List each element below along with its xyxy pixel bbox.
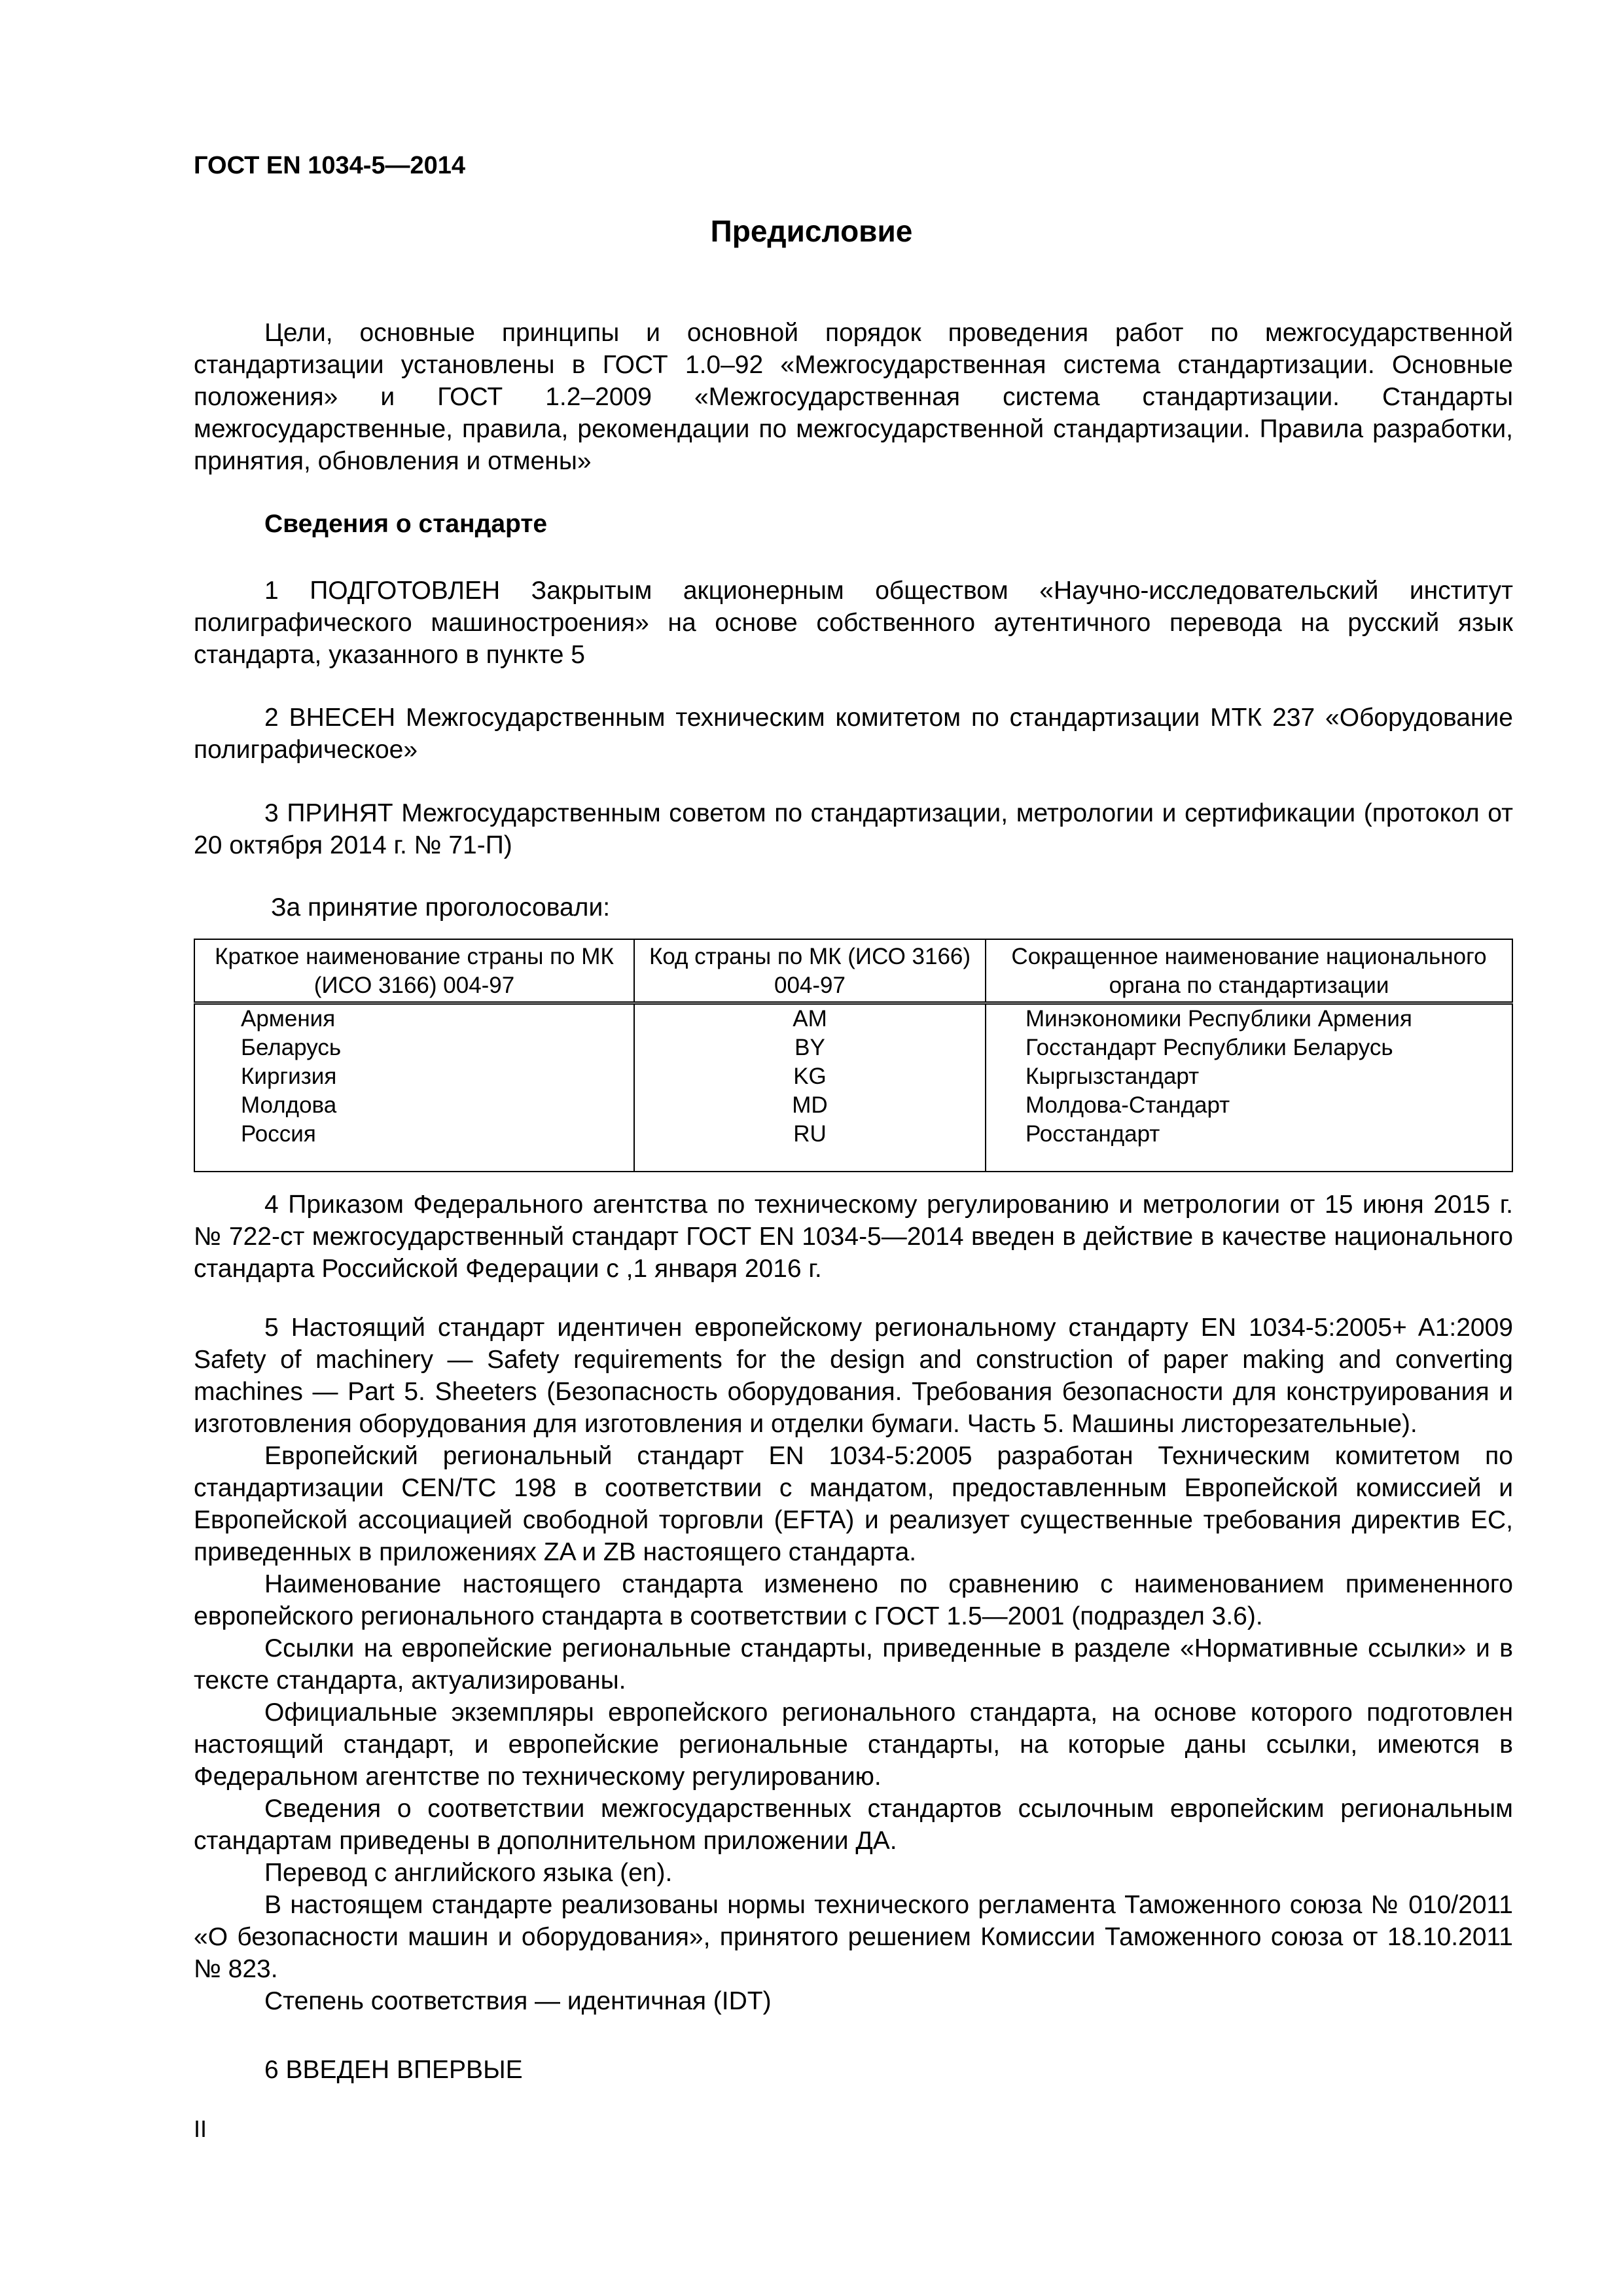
item-5-degree: Степень соответствия — идентичная (IDT) xyxy=(264,1987,772,2015)
table-row xyxy=(194,1033,1512,1062)
item6-block xyxy=(194,2054,1513,2086)
code-cell: RU xyxy=(634,1120,986,1172)
table-row xyxy=(194,1062,1512,1091)
section-subtitle: Сведения о стандарте xyxy=(264,510,548,538)
country-cell: Киргизия xyxy=(194,1062,634,1091)
item-5-paragraph: 5 Настоящий стандарт идентичен европейскому региональному стандарту EN 1034-5:2005+ A1:2009 Safety of machinery — Safety requirements for the design and construction of paper making and converting machines — Part 5. Sheeters (Безопасность оборудования. Требования безопасности для конструирования и изготовления оборудования для изготовления и отделки бумаги. Часть 5. Машины листорезательные). xyxy=(194,1314,1513,1438)
item5-block xyxy=(194,1312,1513,2017)
intro-paragraph: Цели, основные принципы и основной порядок проведения работ по межгосударственной стандартизации установлены в ГОСТ 1.0–92 «Межгосударственная система стандартизации. Основные положения» и ГОСТ 1.2–2009 «Межгосударственная система стандартизации. Стандарты межгосударственные, правила, рекомендации по межгосударственной стандартизации. Правила разработки, принятия, обновления и отмены» xyxy=(194,319,1513,475)
country-cell: Россия xyxy=(194,1120,634,1172)
item-5-references: Ссылки на европейские региональные стандарты, приведенные в разделе «Нормативные ссылки» и в тексте стандарта, актуализированы. xyxy=(194,1634,1513,1695)
item2-block xyxy=(194,702,1513,766)
item-3-paragraph: 3 ПРИНЯТ Межгосударственным советом по стандартизации, метрологии и сертификации (протокол от 20 октября 2014 г. № 71-П) xyxy=(194,799,1513,859)
code-cell: KG xyxy=(634,1062,986,1091)
item3-block xyxy=(194,797,1513,861)
vote-label-block xyxy=(194,891,1513,924)
item-6-paragraph: 6 ВВЕДЕН ВПЕРВЫЕ xyxy=(264,2056,523,2084)
item-5-official-copies: Официальные экземпляры европейского регионального стандарта, на основе которого подготовлен настоящий стандарт, и европейские региональные стандарты, на которые даны ссылки, имеются в Федеральном агентстве по техническому регулированию. xyxy=(194,1698,1513,1791)
item-2-paragraph: 2 ВНЕСЕН Межгосударственным техническим комитетом по стандартизации МТК 237 «Оборудование полиграфическое» xyxy=(194,704,1513,764)
body-cell: Минэкономики Республики Армения xyxy=(986,1003,1512,1034)
item-5-translation: Перевод с английского языка (en). xyxy=(264,1859,673,1887)
item4-block xyxy=(194,1189,1513,1285)
item1-block xyxy=(194,575,1513,671)
page-number: II xyxy=(194,2115,207,2142)
body-cell: Кыргызстандарт xyxy=(986,1062,1512,1091)
table-row xyxy=(194,1003,1512,1034)
item-4-paragraph: 4 Приказом Федерального агентства по техническому регулированию и метрологии от 15 июня 2015 г. № 722-ст межгосударственный стандарт ГОСТ EN 1034-5—2014 введен в действие в качестве национального стандарта Российской Федерации с ,1 января 2016 г. xyxy=(194,1191,1513,1283)
table-row xyxy=(194,1091,1512,1120)
page-title: Предисловие xyxy=(710,214,913,248)
country-cell: Армения xyxy=(194,1003,634,1034)
table-header-row xyxy=(194,939,1512,1003)
vote-label: За принятие проголосовали: xyxy=(271,893,611,922)
table-row xyxy=(194,1120,1512,1172)
code-cell: MD xyxy=(634,1091,986,1120)
country-cell: Молдова xyxy=(194,1091,634,1120)
document-header: ГОСТ EN 1034-5—2014 xyxy=(194,152,466,179)
column-header-country: Краткое наименование страны по МК (ИСО 3166) 004-97 xyxy=(194,939,634,1003)
item-5-name-change: Наименование настоящего стандарта изменено по сравнению с наименованием примененного европейского регионального стандарта в соответствии с ГОСТ 1.5—2001 (подраздел 3.6). xyxy=(194,1570,1513,1630)
item-5-european-standard: Европейский региональный стандарт EN 1034-5:2005 разработан Техническим комитетом по стандартизации CEN/TC 198 в соответствии с мандатом, предоставленным Европейской комиссией и Европейской ассоциацией свободной торговли (EFTA) и реализует существенные требования директив ЕС, приведенных в приложениях ZA и ZB настоящего стандарта. xyxy=(194,1442,1513,1566)
item-5-regulation: В настоящем стандарте реализованы нормы технического регламента Таможенного союза № 010/2011 «О безопасности машин и оборудования», принятого решением Комиссии Таможенного союза от 18.10.2011 № 823. xyxy=(194,1891,1513,1983)
item-1-paragraph: 1 ПОДГОТОВЛЕН Закрытым акционерным обществом «Научно-исследовательский институт полиграфического машиностроения» на основе собственного аутентичного перевода на русский язык стандарта, указанного в пункте 5 xyxy=(194,577,1513,669)
body-cell: Молдова-Стандарт xyxy=(986,1091,1512,1120)
column-header-body: Сокращенное наименование национального органа по стандартизации xyxy=(986,939,1512,1003)
body-cell: Госстандарт Республики Беларусь xyxy=(986,1033,1512,1062)
column-header-code: Код страны по МК (ИСО 3166) 004-97 xyxy=(634,939,986,1003)
info-subtitle-block xyxy=(194,508,1513,540)
code-cell: AM xyxy=(634,1003,986,1034)
country-cell: Беларусь xyxy=(194,1033,634,1062)
voting-table xyxy=(194,939,1513,1172)
code-cell: BY xyxy=(634,1033,986,1062)
item-5-conformity-info: Сведения о соответствии межгосударственных стандартов ссылочным европейским региональным стандартам приведены в дополнительном приложении ДА. xyxy=(194,1795,1513,1855)
body-cell: Росстандарт xyxy=(986,1120,1512,1172)
intro-block xyxy=(194,317,1513,477)
